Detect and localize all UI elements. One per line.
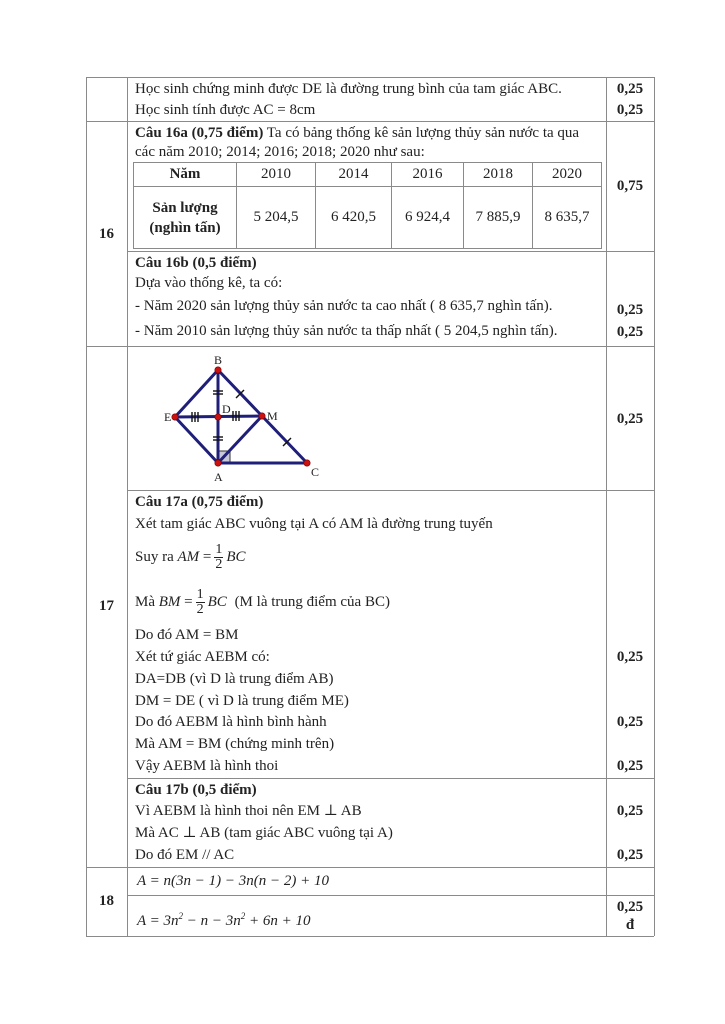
formula-note: (M là trung điểm của BC) [234,594,390,610]
label-d: D [222,402,231,416]
q17b-score-2: 0,25 [616,847,644,863]
fraction-numerator: 1 [215,542,223,558]
question-number-17: 17 [99,598,114,614]
q16a-intro [135,124,579,142]
q16a-title: Câu 16a (0,75 điểm) [135,125,264,141]
q17b-line-1: Vì AEBM là hình thoi nên EM ⊥ AB [135,803,362,819]
q18-score-unit: đ [625,917,635,933]
q17b-score-1: 0,25 [616,803,644,819]
stat-year-cell: 2016 [392,163,464,187]
formula-equals: = [202,549,212,565]
q16a-intro-text: Ta có bảng thống kê sản lượng thủy sản nước ta qua [263,125,580,141]
subrow-separator-16b [127,251,654,252]
table-right-border [654,77,655,936]
expr-part: A = 3n [137,913,179,929]
formula-lhs: AM [177,549,200,565]
q16b-score-2: 0,25 [616,324,644,340]
prev-line-2: Học sinh tính được AC = 8cm [135,102,316,118]
q16b-line-1: Dựa vào thống kê, ta có: [135,275,283,291]
stat-year-cell: 2018 [464,163,533,187]
table-top-border [86,77,654,78]
q17a-line-conclusion: Vậy AEBM là hình thoi [135,758,279,774]
stat-value-cell: 6 924,4 [392,187,464,249]
prev-score-2: 0,25 [616,102,644,118]
fraction-denominator: 2 [196,602,204,618]
q18-expression-2 [137,907,311,930]
point-d [215,414,221,420]
formula-prefix: Suy ra [135,549,178,565]
subrow-separator-17a [127,490,654,491]
fraction-half [214,543,223,572]
stat-value-cell: 5 204,5 [237,187,316,249]
q16b-score-1: 0,25 [616,302,644,318]
row-separator-16 [86,121,654,122]
label-c: C [311,465,320,479]
prev-score-1: 0,25 [616,81,644,97]
question-number-16: 16 [99,226,114,242]
point-b [215,367,221,373]
exponent: 2 [240,911,246,921]
q17a-line-hbh: Do đó AEBM là hình bình hành [135,714,327,730]
q17a-formula-am [135,540,246,574]
q17a-score-3: 0,25 [616,758,644,774]
row-separator-17 [86,346,654,347]
fraction-numerator: 1 [196,587,204,603]
stat-header-row [134,163,602,187]
row-separator-18 [86,867,654,868]
q18-score [606,898,654,934]
stat-year-cell: 2010 [237,163,316,187]
q17a-score-1: 0,25 [616,649,644,665]
q17a-title: Câu 17a (0,75 điểm) [135,494,264,510]
expr-part: + 6n + 10 [245,913,311,929]
q17b-line-3: Do đó EM // AC [135,847,235,863]
stat-value-cell: 6 420,5 [316,187,392,249]
stat-row-label-line2: (nghìn tấn) [149,219,221,236]
point-m [259,413,265,419]
prev-line-1: Học sinh chứng minh được DE là đường trung bình của tam giác ABC. [135,81,562,97]
subrow-separator-17b [127,778,654,779]
fraction-denominator: 2 [215,557,223,573]
q17a-formula-bm [135,585,390,619]
q18-expression-1: A = n(3n − 1) − 3n(n − 2) + 10 [137,873,329,889]
q17b-title: Câu 17b (0,5 điểm) [135,782,257,798]
q16b-line-2: - Năm 2020 sản lượng thủy sản nước ta cao nhất ( 8 635,7 nghìn tấn). [135,298,553,314]
fraction-half [196,588,205,617]
table-left-border [86,77,87,936]
label-a: A [214,470,223,484]
stat-row-label [134,187,237,249]
formula-equals: = [184,594,193,610]
stat-value-row [134,187,602,249]
subrow-separator-18 [127,895,654,896]
number-column-divider [127,77,128,936]
stat-row-label-line1: Sản lượng [152,199,218,216]
label-b: B [214,353,223,367]
q17a-line-do-do: Do đó AM = BM [135,627,239,643]
formula-prefix: Mà [135,594,159,610]
label-e: E [164,410,172,424]
question-number-18: 18 [99,893,114,909]
stat-year-cell: 2014 [316,163,392,187]
q16b-title: Câu 16b (0,5 điểm) [135,255,257,271]
formula-var: BC [226,549,246,565]
q17b-line-2: Mà AC ⊥ AB (tam giác ABC vuông tại A) [135,825,393,841]
q16a-intro-line2: các năm 2010; 2014; 2016; 2018; 2020 như sau: [135,144,425,160]
table-bottom-border [86,936,654,937]
expr-part: − n − 3n [183,913,241,929]
q16a-score: 0,75 [616,178,644,194]
q17a-score-2: 0,25 [616,714,644,730]
q17a-line-da-db: DA=DB (vì D là trung điểm AB) [135,671,334,687]
q17a-line-xet: Xét tứ giác AEBM có: [135,649,270,665]
q18-score-value: 0,25 [616,899,644,915]
stat-value-cell: 8 635,7 [533,187,602,249]
figure-score: 0,25 [616,411,644,427]
formula-lhs: BM [158,594,181,610]
point-e [172,414,178,420]
stat-header-label: Năm [134,163,237,187]
label-m: M [267,409,278,423]
formula-var: BC [207,594,227,610]
exponent: 2 [178,911,184,921]
stat-year-cell: 2020 [533,163,602,187]
q16b-line-3: - Năm 2010 sản lượng thủy sản nước ta thấp nhất ( 5 204,5 nghìn tấn). [135,323,558,339]
geometry-figure [130,348,350,488]
q17a-line-1: Xét tam giác ABC vuông tại A có AM là đường trung tuyến [135,516,493,532]
q17a-line-am-bm: Mà AM = BM (chứng minh trên) [135,736,335,752]
point-c [304,460,310,466]
stat-value-cell: 7 885,9 [464,187,533,249]
q17a-line-dm-de: DM = DE ( vì D là trung điểm ME) [135,693,349,709]
point-a [215,460,221,466]
fishery-output-table [133,162,602,249]
